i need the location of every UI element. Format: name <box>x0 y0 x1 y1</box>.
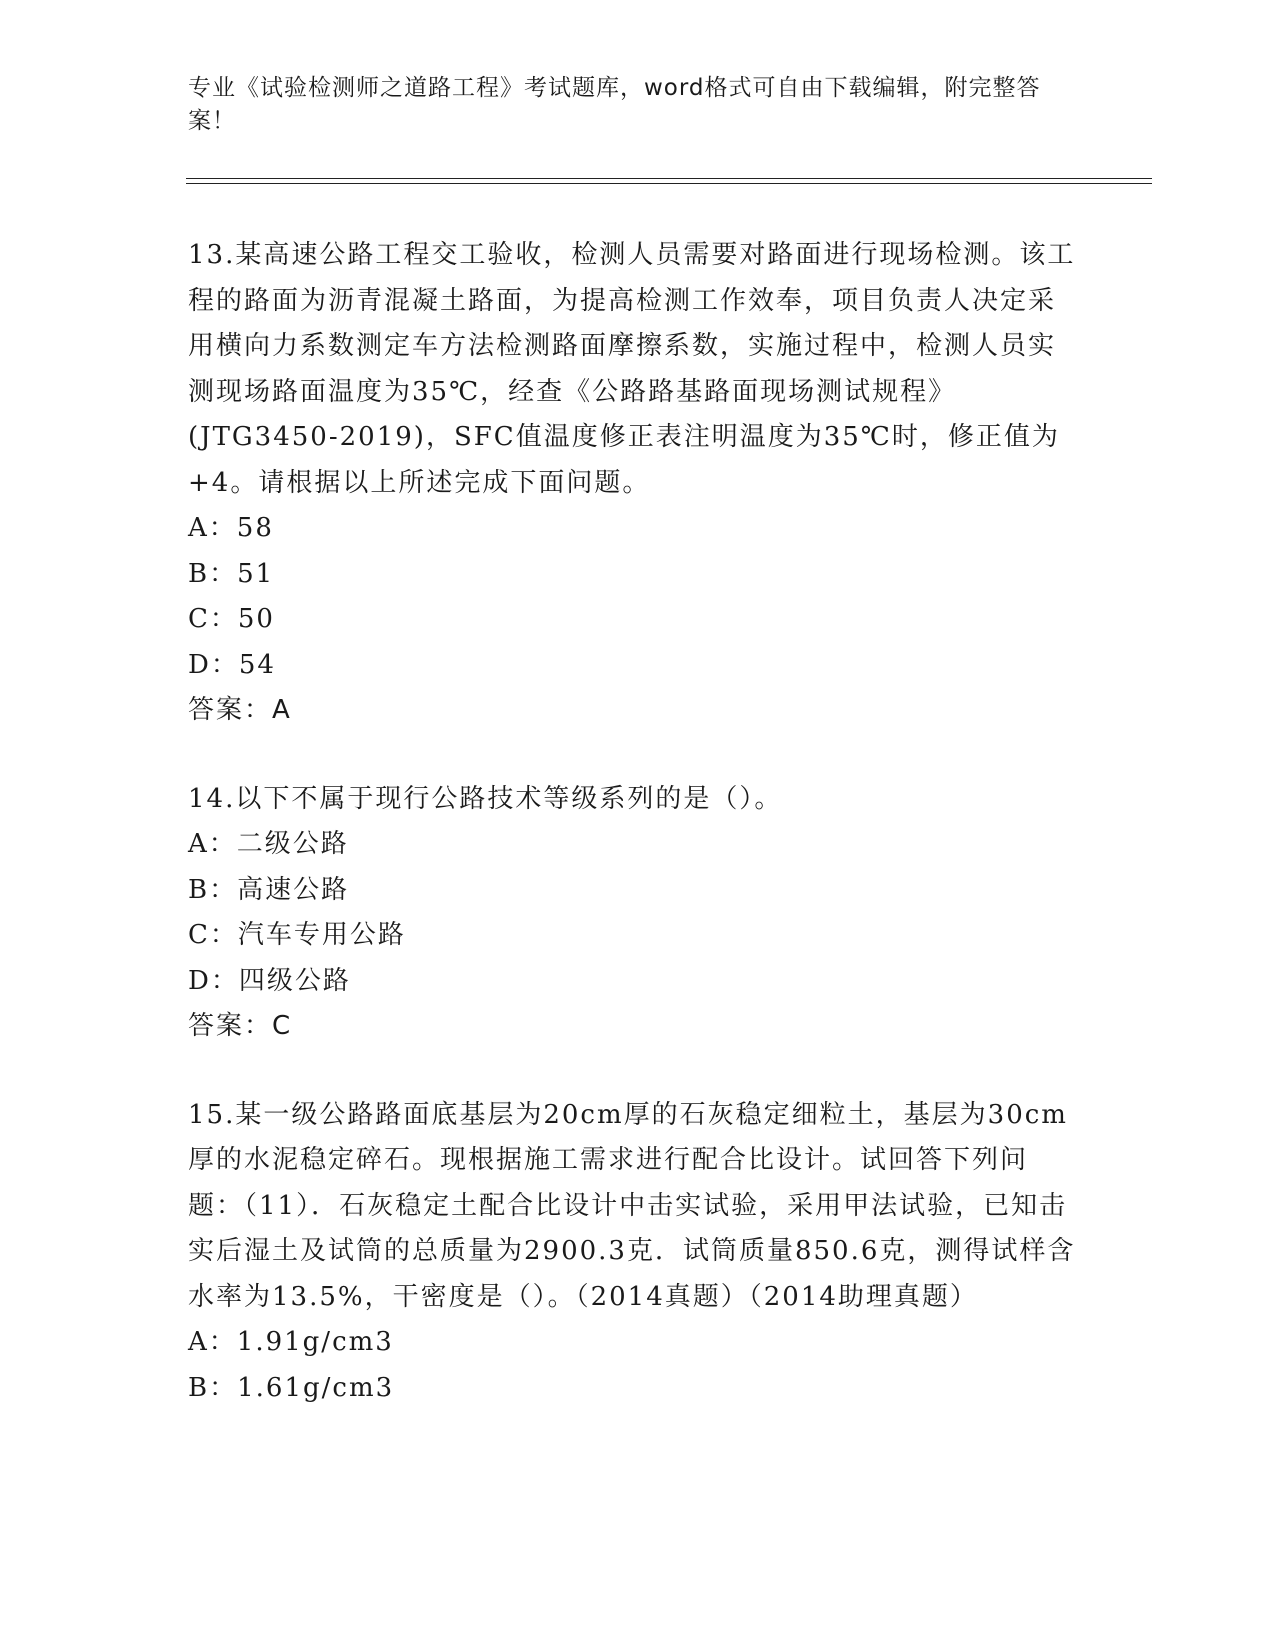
header-rule-top <box>186 178 1152 179</box>
option-a: A：58 <box>188 513 274 543</box>
option-d: D：54 <box>188 649 276 680</box>
question-14 <box>188 777 1078 1050</box>
question-text: 13.某高速公路工程交工验收，检测人员需要对路面进行现场检测。该工程的路面为沥青混凝土路面，为提高检测工作效奉，项目负责人决定采用横向力系数测定车方法检测路面摩擦系数，实施过程中，检测人员实测现场路面温度为35℃，经查《公路路基路面现场测试规程》(JTG3450-2019)，SFC值温度修正表注明温度为35℃时，修正值为+4。请根据以上所述完成下面问题。 <box>188 240 1076 498</box>
option-b: B：51 <box>188 558 275 589</box>
answer: 答案：C <box>188 1011 293 1041</box>
option-a: A：1.91g/cm3 <box>188 1327 394 1357</box>
option-a: A：二级公路 <box>188 829 349 859</box>
question-list <box>188 233 1078 1454</box>
question-text: 14.以下不属于现行公路技术等级系列的是（）。 <box>188 783 783 814</box>
answer: 答案：A <box>188 695 292 725</box>
question-text: 15.某一级公路路面底基层为20cm厚的石灰稳定细粒土，基层为30cm厚的水泥稳定碎石。现根据施工需求进行配合比设计。试回答下列问题：（11）．石灰稳定土配合比设计中击实试验，采用甲法试验，已知击实后湿土及试筒的总质量为2900.3克．试筒质量850.6克，测得试样含水率为13.5%，干密度是（）。（2014真题）（2014助理真题） <box>188 1099 1076 1312</box>
option-b: B：1.61g/cm3 <box>188 1372 395 1403</box>
option-b: B：高速公路 <box>188 874 350 905</box>
question-15 <box>188 1093 1078 1412</box>
option-c: C：50 <box>188 604 275 634</box>
option-d: D：四级公路 <box>188 965 351 996</box>
header-rule-bottom <box>186 183 1152 184</box>
option-c: C：汽车专用公路 <box>188 920 406 950</box>
document-header: 专业《试验检测师之道路工程》考试题库，word格式可自由下载编辑，附完整答案！ <box>188 75 1041 134</box>
question-13 <box>188 233 1078 734</box>
